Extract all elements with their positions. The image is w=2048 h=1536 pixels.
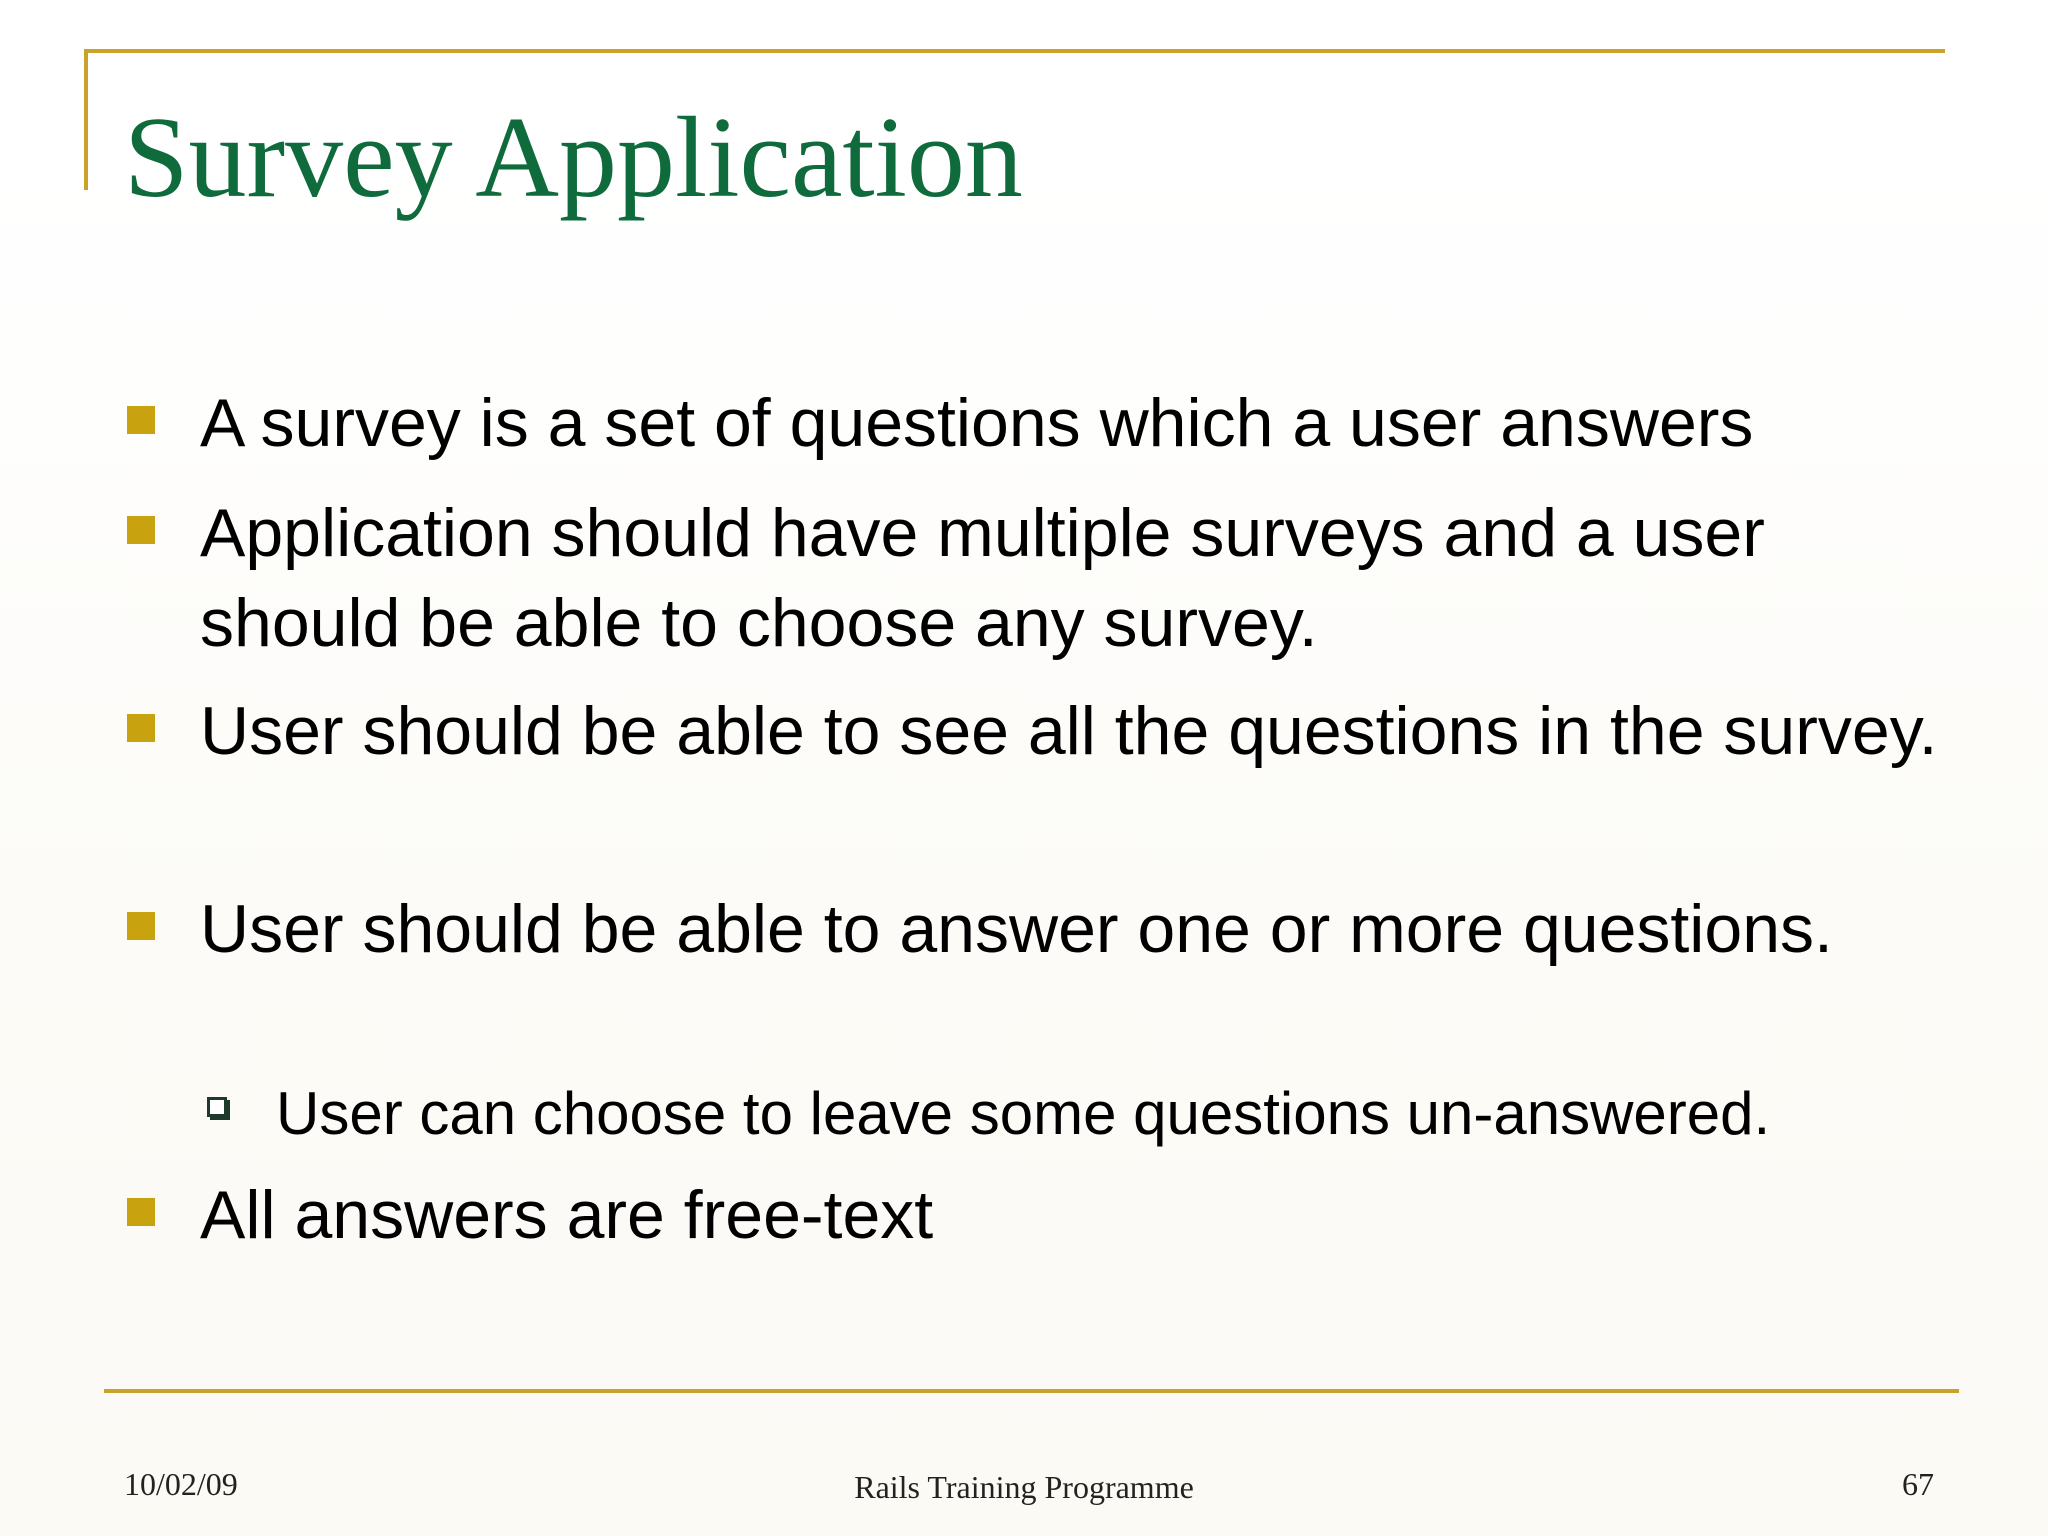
sub-bullet-text: User can choose to leave some questions un-answered.	[276, 1080, 1771, 1147]
bullet-text: User should be able to see all the questions in the survey.	[200, 693, 1938, 769]
bullet-text: Application should have multiple surveys and a user should be able to choose any survey.	[200, 495, 1765, 661]
bullet-item	[200, 884, 1960, 974]
footer-divider	[104, 1389, 1959, 1393]
bullet-text: A survey is a set of questions which a user answers	[200, 385, 1754, 461]
footer-title: Rails Training Programme	[854, 1469, 1194, 1505]
bullet-text: User should be able to answer one or more questions.	[200, 891, 1833, 967]
footer-date: 10/02/09	[124, 1466, 238, 1502]
square-bullet-icon	[127, 406, 155, 434]
top-frame-line	[84, 49, 1945, 53]
bullet-item	[200, 378, 1960, 468]
page-number: 67	[1902, 1466, 1934, 1502]
sub-bullet-item	[276, 1074, 1976, 1154]
left-frame-line	[84, 49, 88, 190]
bullet-item	[200, 686, 1960, 776]
bullet-text: All answers are free-text	[200, 1177, 934, 1253]
square-bullet-icon	[127, 1198, 155, 1226]
slide-title: Survey Application	[124, 94, 1023, 222]
hollow-square-bullet-icon	[207, 1097, 227, 1117]
square-bullet-icon	[127, 714, 155, 742]
square-bullet-icon	[127, 912, 155, 940]
bullet-item	[200, 1170, 1960, 1260]
bullet-item	[200, 488, 1960, 668]
square-bullet-icon	[127, 516, 155, 544]
